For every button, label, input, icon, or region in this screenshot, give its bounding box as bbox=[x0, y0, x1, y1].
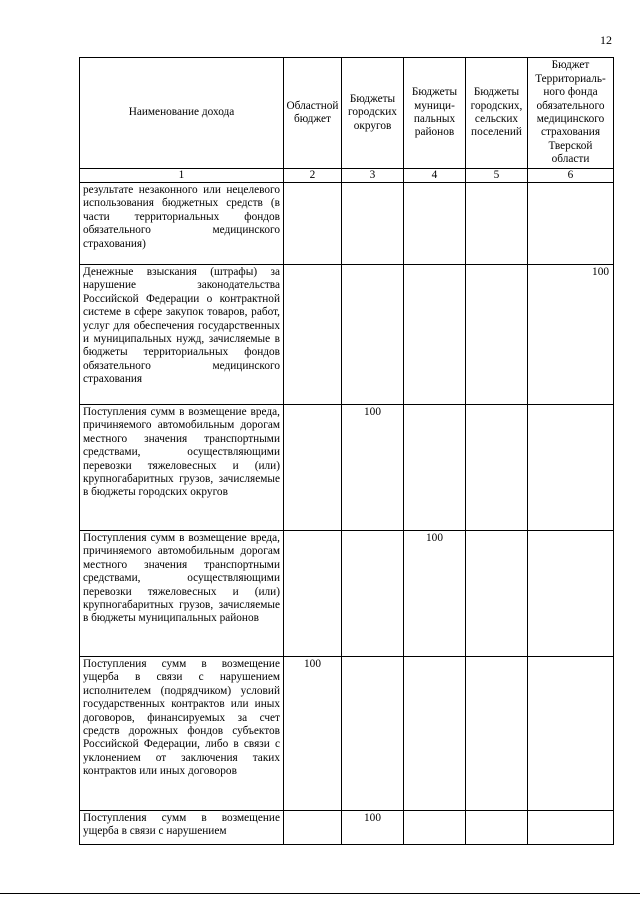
header-medical-insurance-fund-budget: Бюджет Территориаль-ного фонда обязательного медицинского страхования Тверской области bbox=[528, 58, 614, 169]
value-cell bbox=[528, 405, 614, 531]
value-cell bbox=[342, 183, 404, 265]
header-regional-budget: Областной бюджет bbox=[284, 58, 342, 169]
header-settlement-budgets: Бюджеты городских, сельских поселений bbox=[466, 58, 528, 169]
value-cell: 100 bbox=[528, 265, 614, 405]
value-cell bbox=[528, 811, 614, 845]
table-row bbox=[80, 183, 614, 265]
column-number: 1 bbox=[80, 169, 284, 183]
page-bottom-rule bbox=[0, 893, 640, 894]
revenue-name-cell: Поступления сумм в возмещение ущерба в связи с нарушением bbox=[80, 811, 284, 845]
table-row bbox=[80, 265, 614, 405]
column-number-row bbox=[80, 169, 614, 183]
value-cell bbox=[466, 405, 528, 531]
table-row bbox=[80, 811, 614, 845]
value-cell bbox=[284, 265, 342, 405]
column-number: 6 bbox=[528, 169, 614, 183]
value-cell bbox=[284, 811, 342, 845]
value-cell: 100 bbox=[342, 811, 404, 845]
table-row bbox=[80, 531, 614, 657]
column-number: 3 bbox=[342, 169, 404, 183]
revenue-name-cell: Денежные взыскания (штрафы) за нарушение законодательства Российской Федерации о контрактной системе в сфере закупок товаров, работ, услуг для обеспечения государственных и муниципальных нужд, зачисляемые в бюджеты территориальных фондов обязательного медицинского страхования bbox=[80, 265, 284, 405]
value-cell bbox=[466, 265, 528, 405]
column-number: 4 bbox=[404, 169, 466, 183]
value-cell bbox=[528, 531, 614, 657]
header-revenue-name: Наименование дохода bbox=[80, 58, 284, 169]
value-cell bbox=[404, 265, 466, 405]
value-cell bbox=[342, 531, 404, 657]
table-row bbox=[80, 657, 614, 811]
header-city-district-budgets: Бюджеты городских округов bbox=[342, 58, 404, 169]
value-cell bbox=[284, 531, 342, 657]
value-cell bbox=[466, 811, 528, 845]
value-cell bbox=[404, 183, 466, 265]
column-number: 2 bbox=[284, 169, 342, 183]
header-municipal-district-budgets: Бюджеты муници-пальных районов bbox=[404, 58, 466, 169]
value-cell bbox=[466, 531, 528, 657]
value-cell bbox=[342, 657, 404, 811]
table-row bbox=[80, 405, 614, 531]
table-header-row bbox=[80, 58, 614, 169]
value-cell bbox=[284, 183, 342, 265]
page-number: 12 bbox=[600, 33, 612, 47]
value-cell bbox=[342, 265, 404, 405]
value-cell bbox=[466, 657, 528, 811]
revenue-name-cell: результате незаконного или нецелевого использования бюджетных средств (в части территориальных фондов обязательного медицинского страхования) bbox=[80, 183, 284, 265]
value-cell bbox=[404, 405, 466, 531]
revenue-distribution-table bbox=[79, 57, 614, 845]
value-cell bbox=[404, 811, 466, 845]
value-cell bbox=[528, 183, 614, 265]
value-cell: 100 bbox=[404, 531, 466, 657]
revenue-name-cell: Поступления сумм в возмещение вреда, причиняемого автомобильным дорогам местного значения транспортными средствами, осуществляющими перевозки тяжеловесных и (или) крупногабаритных грузов, зачисляемые в бюджеты муниципальных районов bbox=[80, 531, 284, 657]
value-cell bbox=[528, 657, 614, 811]
value-cell bbox=[404, 657, 466, 811]
revenue-name-cell: Поступления сумм в возмещение вреда, причиняемого автомобильным дорогам местного значения транспортными средствами, осуществляющими перевозки тяжеловесных и (или) крупногабаритных грузов, зачисляемые в бюджеты городских округов bbox=[80, 405, 284, 531]
value-cell: 100 bbox=[284, 657, 342, 811]
revenue-name-cell: Поступления сумм в возмещение ущерба в связи с нарушением исполнителем (подрядчиком) условий государственных контрактов или иных договоров, финансируемых за счет средств дорожных фондов субъектов Российской Федерации, либо в связи с уклонением от заключения таких контрактов или иных договоров bbox=[80, 657, 284, 811]
column-number: 5 bbox=[466, 169, 528, 183]
value-cell: 100 bbox=[342, 405, 404, 531]
value-cell bbox=[284, 405, 342, 531]
value-cell bbox=[466, 183, 528, 265]
